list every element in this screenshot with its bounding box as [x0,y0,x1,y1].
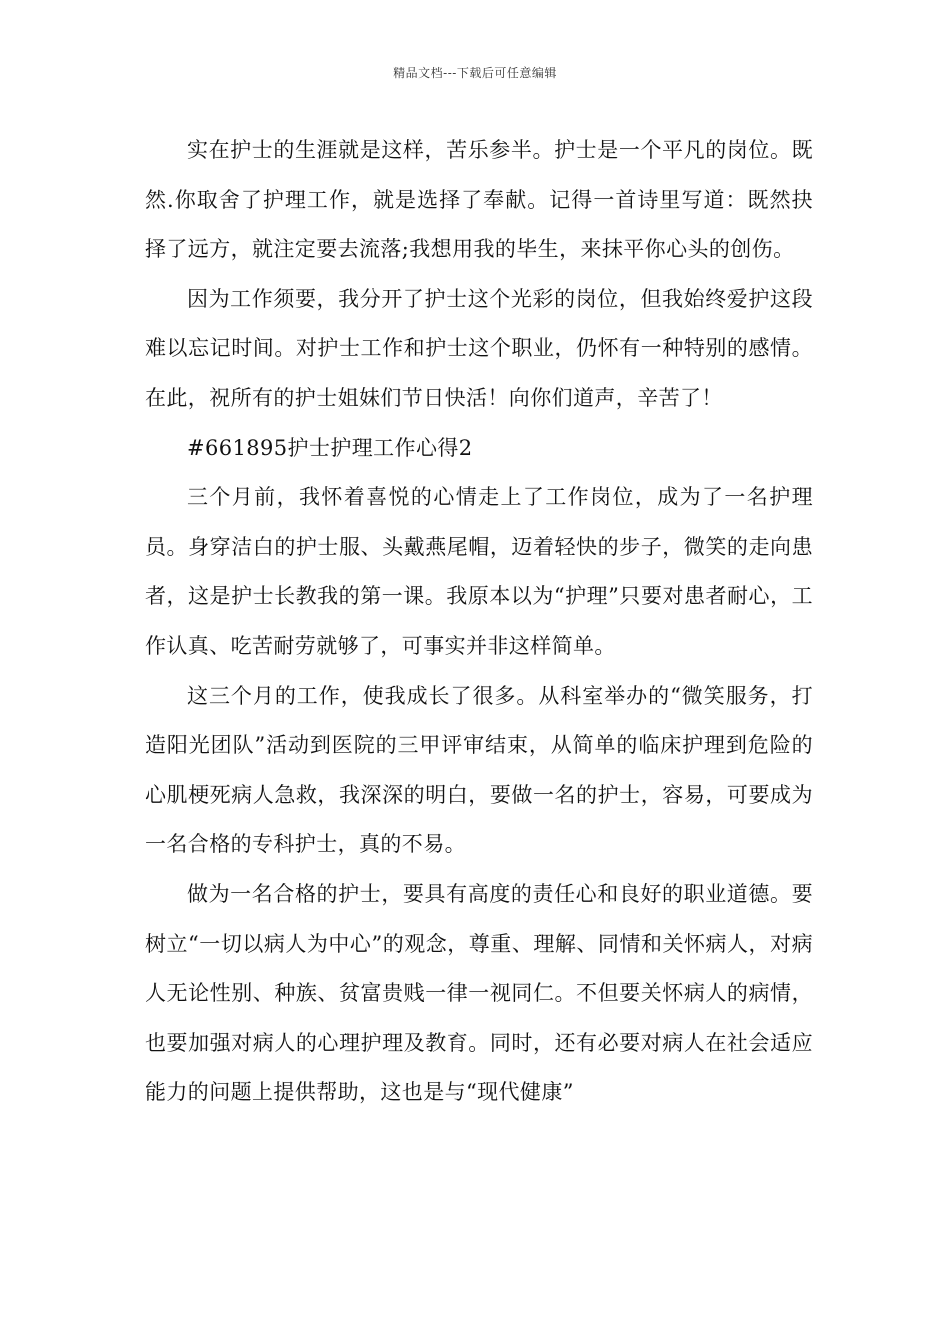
document-header: 精品文档---下载后可任意编辑 [393,66,557,80]
paragraph-qualified-nurse: 做为一名合格的护士，要具有高度的责任心和良好的职业道德。要树立“一切以病人为中心”的观念，尊重、理解、同情和关怀病人，对病人无论性别、种族、贫富贵贱一律一视同仁。不但要关怀病人的病情，也要加强对病人的心理护理及教育。同时，还有必要对病人在社会适应能力的问题上提供帮助，这也是与“现代健康” [145,881,813,1105]
section-heading: #661895护士护理工作心得2 [187,435,473,460]
paragraph-three-months-ago: 三个月前，我怀着喜悦的心情走上了工作岗位，成为了一名护理员。身穿洁白的护士服、头戴燕尾帽，迈着轻快的步子，微笑的走向患者，这是护士长教我的第一课。我原本以为“护理”只要对患者耐心，工作认真、吃苦耐劳就够了，可事实并非这样简单。 [145,485,813,658]
paragraph-nurse-career: 实在护士的生涯就是这样，苦乐参半。护士是一个平凡的岗位。既然.你取舍了护理工作，就是选择了奉献。记得一首诗里写道：既然抉择了远方，就注定要去流落;我想用我的毕生，来抹平你心头的创伤。 [145,138,813,262]
paragraph-growth: 这三个月的工作，使我成长了很多。从科室举办的“微笑服务，打造阳光团队”活动到医院的三甲评审结束，从简单的临床护理到危险的心肌梗死病人急救，我深深的明白，要做一名的护士，容易，可要成为一名合格的专科护士，真的不易。 [145,683,813,857]
paragraph-leaving-post: 因为工作须要，我分开了护士这个光彩的岗位，但我始终爱护这段难以忘记时间。对护士工作和护士这个职业，仍怀有一种特别的感情。在此，祝所有的护士姐妹们节日快活！向你们道声，辛苦了！ [145,286,813,410]
document-body [145,126,813,1118]
